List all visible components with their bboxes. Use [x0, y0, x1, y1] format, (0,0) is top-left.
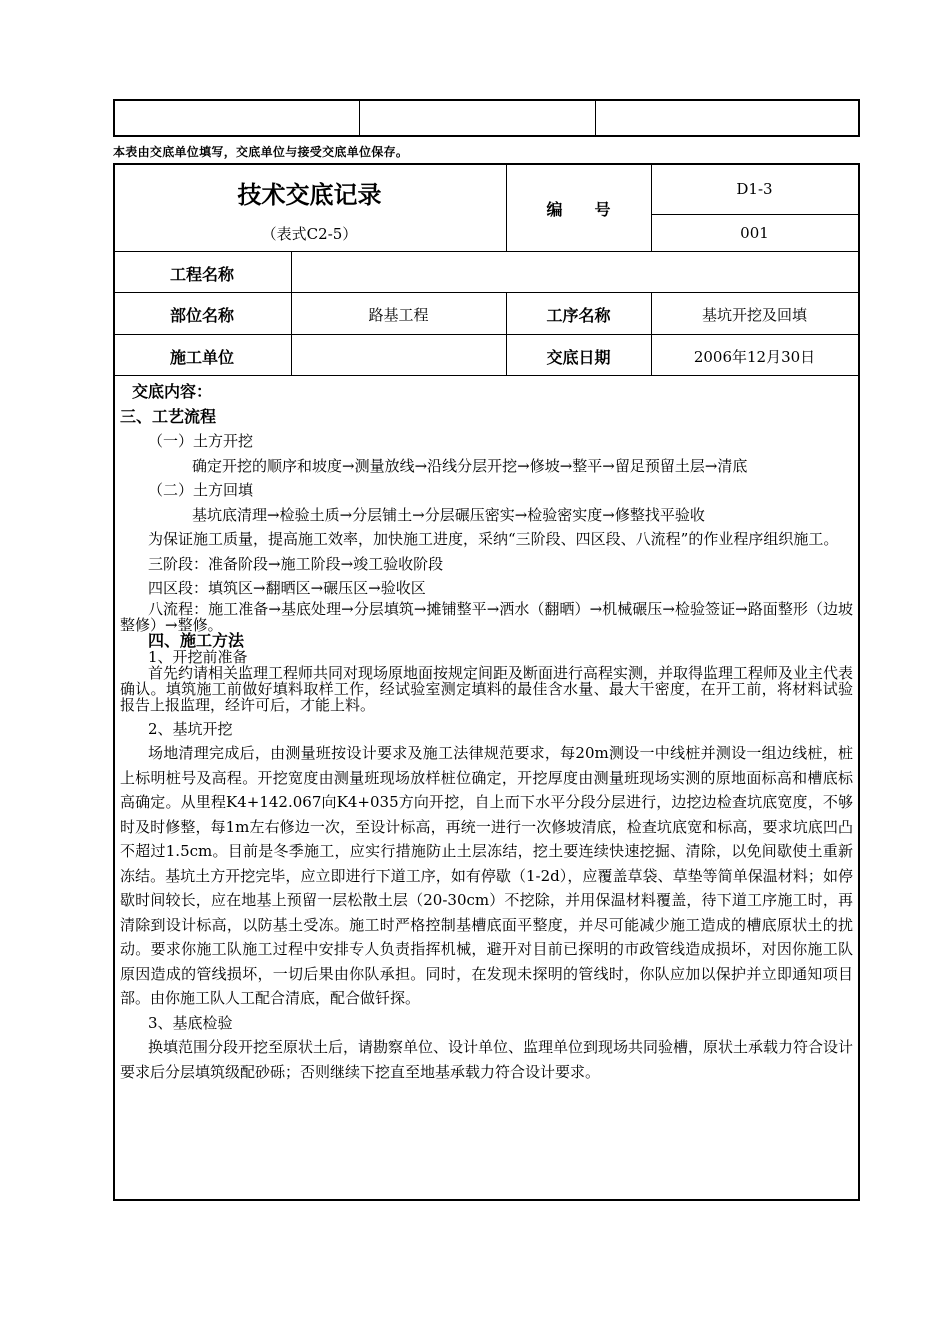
- process-value: 基坑开挖及回填: [701, 306, 807, 324]
- subsection-heading: 2、基坑开挖: [148, 719, 233, 738]
- paragraph: 首先约请相关监理工程师共同对现场原地面按规定间距及断面进行高程实测，并取得监理工程师及业主代表确认。填筑施工前做好填料取样工作，经试验室测定填料的最佳含水量、最大干密度，在开工前，将材料试验报告上报监理，经许可后，才能上料。: [120, 663, 854, 714]
- section-heading: 三、工艺流程: [120, 406, 217, 426]
- subsection-heading: 3、基底检验: [148, 1013, 233, 1032]
- part-label: 部位名称: [169, 306, 234, 325]
- paragraph: 为保证施工质量，提高施工效率，加快施工进度，采纳“三阶段、四区段、八流程”的作业程序组织施工。: [148, 530, 839, 548]
- stage-text: 三阶段：准备阶段→施工阶段→竣工验收阶段: [148, 554, 444, 573]
- subsection-heading: 1、开挖前准备: [148, 647, 248, 666]
- number-label: 编 号: [546, 200, 611, 219]
- content-intro: 交底内容：: [132, 382, 213, 401]
- process-label: 工序名称: [546, 306, 611, 325]
- number-top: D1-3: [736, 180, 773, 198]
- date-label: 交底日期: [546, 348, 611, 367]
- flow-text: 基坑底清理→检验土质→分层铺土→分层碾压密实→检验密实度→修整找平验收: [192, 505, 705, 524]
- table-divider: [595, 101, 596, 135]
- unit-label: 施工单位: [169, 348, 234, 367]
- zone-text: 四区段：填筑区→翻晒区→碾压区→验收区: [148, 579, 426, 597]
- content-body: [120, 380, 853, 1084]
- subsection-heading: （二）土方回填: [148, 481, 254, 499]
- paragraph: 换填范围分段开挖至原状土后，请勘察单位、设计单位、监理单位到现场共同验槽，原状土承载力符合设计要求后分层填筑级配砂砾；否则继续下挖直至地基承载力符合设计要求。: [120, 1038, 854, 1081]
- signature-table: [113, 99, 860, 137]
- table-divider: [359, 101, 360, 135]
- row-line: [115, 292, 860, 293]
- row-line: [115, 334, 860, 335]
- footer-note: 本表由交底单位填写，交底单位与接受交底单位保存。: [113, 145, 409, 159]
- page-title: 技术交底记录: [237, 181, 382, 209]
- date-value: 2006年12月30日: [693, 348, 816, 366]
- number-divider: [651, 214, 860, 215]
- section-heading: 四、施工方法: [148, 630, 245, 650]
- form-code: （表式C2-5）: [261, 225, 358, 243]
- paragraph: 场地清理完成后，由测量班按设计要求及施工法律规范要求，每20m测设一中线桩并测设一组边线桩，桩上标明桩号及高程。开挖宽度由测量班现场放样桩位确定，开挖厚度由测量班现场实测的原地面标高和槽底标高确定。从里程K4+142.067向K4+035方向开挖，自上而下水平分段分层进行，边挖边检查坑底宽度，不够时及时修整，每1m左右修边一次，至设计标高，再统一进行一次修坡清底，检查坑底宽和标高，要求坑底凹凸不超过1.5cm。目前是冬季施工，应实行措施防止土层冻结，挖土要连续快速挖掘、清除，以免间歇使土重新冻结。基坑土方开挖完毕，应立即进行下道工序，如有停歇（1-2d），应覆盖草袋、草垫等简单保温材料；如停歇时间较长，应在地基上预留一层松散土层（20-30cm）不挖除，并用保温材料覆盖，待下道工序施工时，再清除到设计标高，以防基土受冻。施工时严格控制基槽底面平整度，并尽可能减少施工造成的槽底原状土的扰动。要求你施工队施工过程中安排专人负责指挥机械，避开对目前已探明的市政管线造成损坏，对因你施工队原因造成的管线损坏，一切后果由你队承担。同时，在发现未探明的管线时，你队应加以保护并立即通知项目部。由你施工队人工配合清底，配合做钎探。: [120, 744, 853, 1007]
- flow-eight-text: 八流程：施工准备→基底处理→分层填筑→摊铺整平→洒水（翻晒）→机械碾压→检验签证→路面整形（边坡整修）→整修。: [120, 599, 853, 634]
- subsection-heading: （一）土方开挖: [148, 432, 254, 450]
- project-label: 工程名称: [169, 265, 234, 284]
- row-line: [115, 375, 860, 376]
- row-line: [115, 251, 860, 252]
- part-value: 路基工程: [368, 306, 429, 324]
- flow-text: 确定开挖的顺序和坡度→测量放线→沿线分层开挖→修坡→整平→留足预留土层→清底: [192, 456, 748, 475]
- number-bottom: 001: [740, 224, 769, 242]
